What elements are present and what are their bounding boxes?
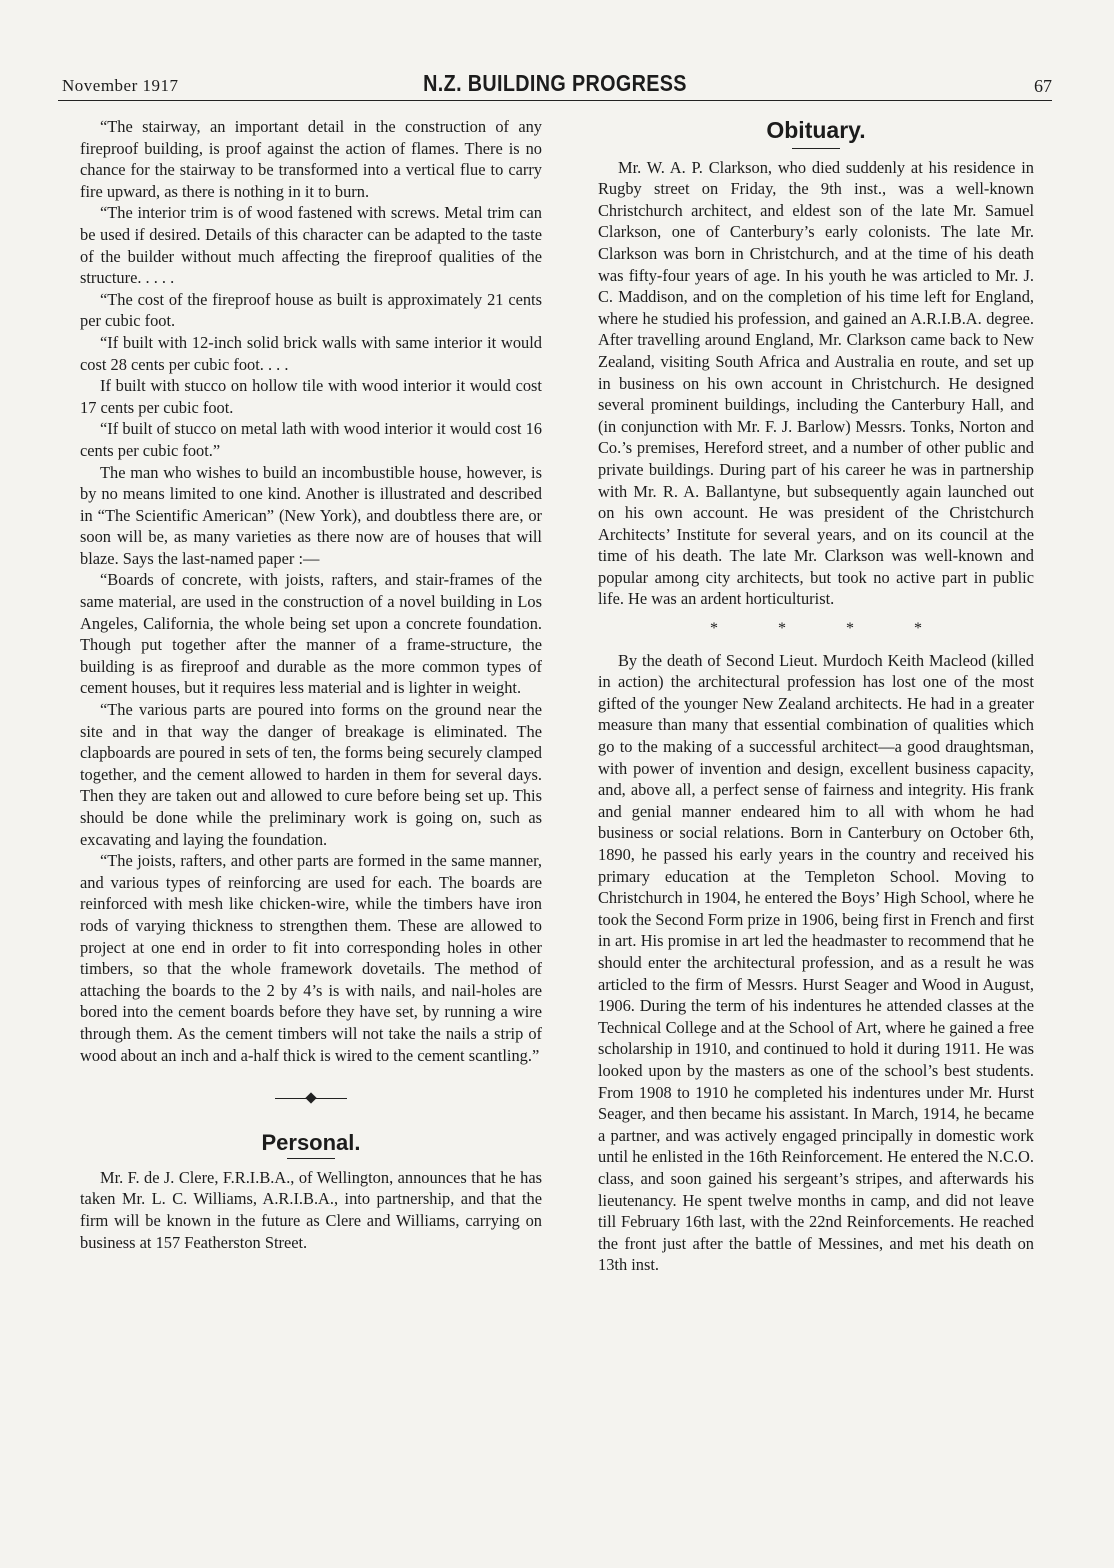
diamond-icon (305, 1092, 316, 1103)
article-paragraph: “Boards of concrete, with joists, rafters, and stair-frames of the same material, are used in the construction of a novel building in Los Angeles, California, the whole being set upon a concrete foundation. Though put together after the manner of a frame-structure, the building is as fireproof and durable as the more common types of cement houses, but it requires less material and is lighter in weight. (80, 570, 542, 698)
article-paragraph: “The joists, rafters, and other parts are formed in the same manner, and various types of reinforcing are used for each. The boards are reinforced with mesh like chicken-wire, while the timbers have iron rods of varying thickness to strengthen them. These are allowed to project at one end in order to fit into corresponding holes in other timbers, so that the whole framework dovetails. The method of attaching the boards to the 2 by 4’s is with nails, and nail-holes are bored into the cement boards before they have set, by running a wire through them. As the cement timbers will not take the nails a strip of wood about an inch and a-half thick is wired to the cement scantling.” (80, 851, 542, 1065)
article-paragraph: “The various parts are poured into forms on the ground near the site and in that way the danger of breakage is eliminated. The clapboards are poured in sets of ten, the forms being securely clamped together, and the cement allowed to harden in them for several days. Then they are taken out and allowed to cure before being set up. This should be done while the preliminary work is going on, such as excavating and laying the foundation. (80, 700, 542, 849)
article-paragraph: “The interior trim is of wood fastened with screws. Metal trim can be used if desired. Details of this character can be adapted to the taste of the builder without much affecting the fireproof qualities of the structure. . . . . (80, 203, 542, 288)
article-paragraph: If built with stucco on hollow tile with wood interior it would cost 17 cents per cubic foot. (80, 376, 542, 417)
obituary-paragraph: Mr. W. A. P. Clarkson, who died suddenly at his residence in Rugby street on Friday, the 9th inst., was a well-known Christchurch architect, and eldest son of the late Mr. Samuel Clarkson, one of Canterbury’s early colonists. The late Mr. Clarkson was born in Christchurch, and at the time of his death was fifty-four years of age. In his youth he was articled to Mr. J. C. Maddison, and on the completion of his time left for England, where he studied his profession, and gained an A.R.I.B.A. degree. After travelling around England, Mr. Clarkson came back to New Zealand, visiting South Africa and Australia en route, and set up in business on his own account in Christchurch. He designed several prominent buildings, including the Canterbury Hall, and (in conjunction with Mr. F. J. Barlow) Messrs. Tonks, Norton and Co.’s premises, Hereford street, and a number of other public and private buildings. During part of his career he was in partnership with Mr. R. A. Ballantyne, but subsequently again launched out on his own account. He was president of the Christchurch Architects’ Institute for several years, and on its council at the time of his death. The late Mr. Clarkson was well-known and popular among city architects, but took no active part in public life. He was an ardent horticulturist. (598, 157, 1034, 609)
heading-rule (287, 1158, 335, 1159)
personal-heading: Personal. (261, 1130, 361, 1156)
obituary-heading: Obituary. (766, 117, 866, 143)
article-paragraph: “The stairway, an important detail in the construction of any fireproof building, is proof against the action of flames. There is no chance for the stairway to be transformed into a vertical flue to carry fire upward, as there is nothing in it to burn. (80, 117, 542, 201)
publication-title: N.Z. BUILDING PROGRESS (423, 70, 687, 96)
left-column (80, 116, 542, 1253)
header-rule (58, 100, 1052, 101)
article-paragraph: The man who wishes to build an incombustible house, however, is by no means limited to one kind. Another is illustrated and described in “The Scientific American” (New York), and doubtless there are, or soon will be, as many varieties as there now are of houses that will blaze. Says the last-named paper :— (80, 462, 542, 568)
asterism-separator: * * * * (710, 620, 950, 638)
page-number: 67 (1034, 76, 1052, 96)
article-paragraph: “If built of stucco on metal lath with wood interior it would cost 16 cents per cubic foot.” (80, 419, 542, 460)
heading-rule (792, 148, 840, 149)
obituary-paragraph: By the death of Second Lieut. Murdoch Keith Macleod (killed in action) the architectural profession has lost one of the most gifted of the younger New Zealand architects. He had in a greater measure than many that essential combination of qualities which go to the making of a successful architect—a good draughtsman, with power of invention and design, excellent business capacity, and, above all, a perfect sense of fairness and integrity. His frank and genial manner endeared him to all with whom he had business or social relations. Born in Canterbury on October 6th, 1890, he passed his early years in the country and received his primary education at the Templeton School. Moving to Christchurch in 1904, he entered the Boys’ High School, where he took the Second Form prize in 1906, being first in French and first in art. His promise in art led the headmaster to recommend that he should enter the architectural profession, and as a result he was articled to the firm of Messrs. Hurst Seager and Wood in August, 1906. During the term of his indentures he attended classes at the Technical College and at the School of Art, where he gained a free scholarship in 1910, and continued to hold it during 1911. He was looked upon by the masters as one of the school’s best students. From 1908 to 1910 he completed his indentures under Mr. Hurst Seager, and then became his assistant. In March, 1914, he became a partner, and was actively engaged principally in domestic work until he enlisted in the 16th Reinforcement. He entered the N.C.O. class, and soon gained his sergeant’s stripes, and afterwards his lieutenancy. He spent twelve months in camp, and did not leave till February 16th last, with the 22nd Reinforcements. He reached the front just after the battle of Messines, and met his death on 13th inst. (598, 650, 1034, 1275)
personal-paragraph: Mr. F. de J. Clere, F.R.I.B.A., of Wellington, announces that he has taken Mr. L. C. Williams, A.R.I.B.A., into partnership, and that the firm will be known in the future as Clere and Williams, carrying on business at 157 Featherston Street. (80, 1167, 542, 1252)
section-divider-ornament (275, 1092, 347, 1106)
article-paragraph: “The cost of the fireproof house as built is approximately 21 cents per cubic foot. (80, 289, 542, 331)
article-paragraph: “If built with 12-inch solid brick walls with same interior it would cost 28 cents per cubic foot. . . . (80, 332, 542, 374)
issue-date: November 1917 (62, 76, 179, 95)
right-column (598, 117, 1034, 1276)
